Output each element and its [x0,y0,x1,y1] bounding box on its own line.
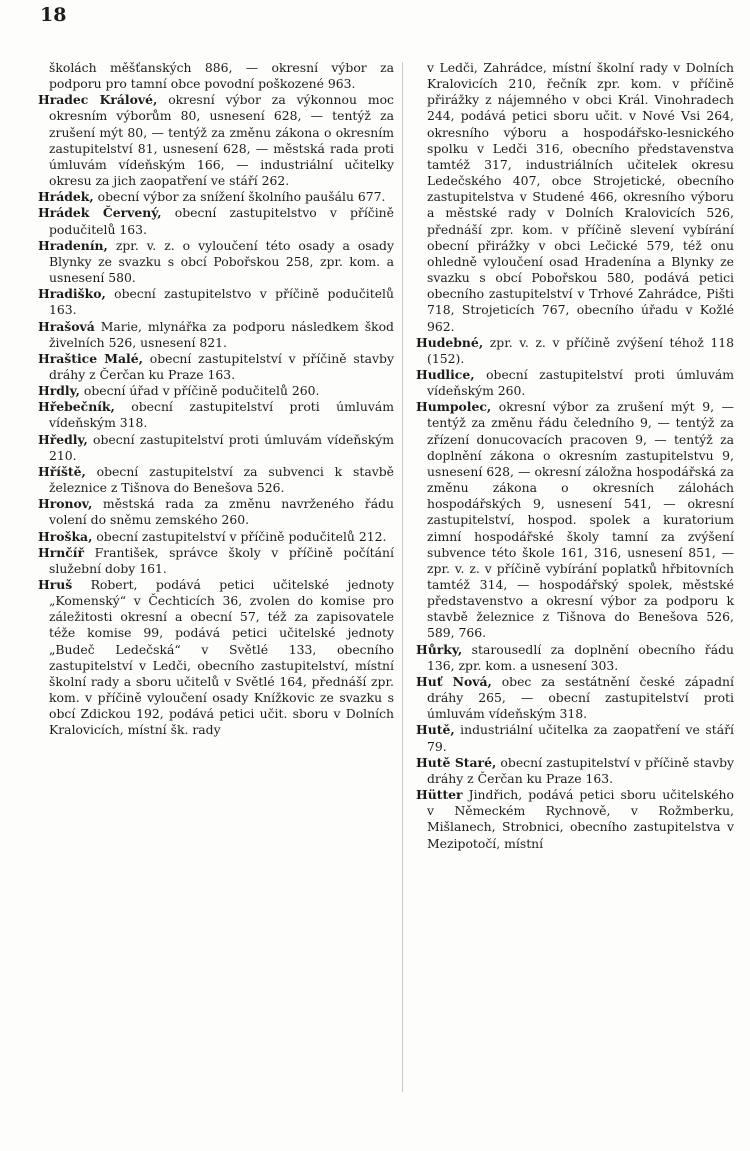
entry-text: v Ledči, Zahrádce, místní školní rady v Dolních Kralovicích 210, řečník zpr. kom. v příčině přirážky z nájemného v obci Král. Vinohradech 244, podává petici sboru učit. v Nové Vsi 264, okresního výboru a hospodářsko-lesnického spolku v Ledči 316, obecního představenstva tamtéž 317, industriálních učitelek okresu Ledečského 407, obce Strojetické, obecního zastupitelstva v Studené 466, okresního výboru a městské rady v Dolních Kralovicích 526, přednáší zpr. kom. v příčině slevení vybírání obecní přirážky v obci Lečické 579, též onu ohledně vyloučení osad Hradenína a Blynky ze svazku s obcí Pobořskou 580, podává petici obecního zastupitelství v Trhové Zahrádce, Pišti 718, Strojeticích 767, obecního úřadu v Kožlé 962. [427,60,734,334]
index-entry [38,432,394,464]
entry-text: obecní zastupitelství v příčině podučitelů 212. [92,528,387,544]
index-entry [38,319,394,351]
entry-text: městská rada za změnu navrženého řádu volení do sněmu zemského 260. [49,496,394,528]
entry-heading: Hudebné, [416,334,484,350]
entry-heading: Hruš [38,577,73,592]
index-entry [416,722,734,754]
entry-heading: Hraštice Malé, [38,350,143,366]
entry-heading: Hrašová [38,318,95,334]
index-entry [416,399,734,641]
entry-text: okresní výbor za zrušení mýt 9, — tentýž za změnu řádu čeledního 9, — tentýž za zřízení donucovacích pracoven 9, — tentýž za doplnění zákona o okresním zastupitelstvu 9, usnesení 628, — okresní záložna hospodářská za změnu zákona o okresních zálohách hospodářských 9, usnesení 541, — okresní zastupitelství, hospod. spolek a kuratorium zimní hospodářské školy tamní za zvýšení subvence této škole 161, 316, usnesení 851, — zpr. v. z. v příčině vybírání poplatků hřbitovních tamtéž 314, — hospodářský spolek, městské představenstvo a okresní výbor za podporu k stavbě železnice z Tišnova do Benešova 526, 589, 766. [427,399,734,641]
entry-heading: Hřebečník, [38,399,115,415]
entry-text: školách měšťanských 886, — okresní výbor za podporu pro tamní obce povodní poškozené 963. [49,60,394,92]
entry-text: obecní zastupitelství v příčině stavby dráhy z Čerčan ku Praze 163. [427,754,735,786]
left-column [38,60,394,739]
entry-heading: Hradiško, [38,286,106,302]
right-column [416,60,734,852]
entry-heading: Hrdly, [38,383,80,399]
entry-text: Jindřich, podává petici sboru učitelského v Německém Rychnově, v Rožmberku, Mišlanech, Strobnici, obecního zastupitelstva v Mezipotočí, místní [427,787,734,851]
entry-text: obecní zastupitelství proti úmluvám vídeňským 318. [49,399,394,431]
entry-heading: Hrádek, [38,189,94,205]
index-entry [416,335,734,367]
entry-text: obecní úřad v příčině podučitelů 260. [79,383,320,399]
index-entry [38,238,394,286]
entry-heading: Hroška, [38,528,93,544]
index-entry [38,529,394,545]
index-entry [38,205,394,237]
index-entry [416,367,734,399]
entry-text: obecní zastupitelstvo v příčině podučitelů 163. [49,205,394,237]
index-entry [38,464,394,496]
index-entry [38,351,394,383]
entry-text: obecní zastupitelství v příčině stavby dráhy z Čerčan ku Praze 163. [49,350,394,382]
index-entry [416,755,734,787]
index-entry [416,674,734,722]
entry-text: Robert, podává petici učitelské jednoty „Komenský“ v Čechticích 36, zvolen do komise pro záležitosti okresní a obecní 57, též za zapisovatele téže komise 99, podává petici učitelské jednoty „Budeč Ledečská“ v Světlé 133, obecního zastupitelství v Ledči, obecního zastupitelství, místní školní rady a sboru učitelů v Světlé 164, přednáší zpr. kom. v příčině vyloučení osady Knížkovic ze svazku s obcí Zdickou 192, podává petici učit. sboru v Dolních Kralovicích, místní šk. rady [49,577,394,738]
index-entry [38,189,394,205]
index-entry [38,286,394,318]
entry-text: obecní zastupitelství proti úmluvám vídeňským 210. [49,431,394,463]
entry-heading: Hutě Staré, [416,754,497,770]
entry-heading: Hůrky, [416,641,463,657]
entry-heading: Hudlice, [416,366,475,382]
index-entry [38,92,394,189]
index-entry [416,642,734,674]
index-entry [38,545,394,577]
index-entry [38,399,394,431]
index-entry [416,60,734,335]
entry-text: zpr. v. z. o vyloučení této osady a osady Blynky ze svazku s obcí Pobořskou 258, zpr. kom. a usnesení 580. [49,237,394,286]
entry-text: František, správce školy v příčině počítání služební doby 161. [49,544,394,576]
index-entry [38,383,394,399]
index-entry [38,60,394,92]
entry-heading: Hříště, [38,463,86,479]
column-divider [402,62,403,1092]
entry-text: obecní zastupitelství za subvenci k stavbě železnice z Tišnova do Benešova 526. [49,463,394,496]
index-entry [416,787,734,852]
entry-text: starousedlí za doplnění obecního řádu 136, zpr. kom. a usnesení 303. [427,641,734,673]
entry-text: zpr. v. z. v příčině zvýšení téhož 118 (152). [427,334,734,366]
entry-heading: Hutě, [416,722,455,738]
page-number: 18 [40,4,67,26]
entry-heading: Hütter [416,787,463,803]
entry-heading: Hrnčíř [38,544,85,560]
entry-text: okresní výbor za výkonnou moc okresním výborům 80, usnesení 628, — tentýž za zrušení mýt 80, — tentýž za změnu zákona o okresním zastupitelství 81, usnesení 628, — městská rada proti úmluvám vídeňským 166, — industriální učitelky okresu za jich zaopatření ve stáří 262. [49,92,394,189]
entry-heading: Hronov, [38,496,93,512]
entry-heading: Hradec Králové, [38,92,158,108]
entry-text: Marie, mlynářka za podporu následkem škod živelních 526, usnesení 821. [49,318,394,350]
entry-text: obecní zastupitelstvo v příčině podučitelů 163. [49,286,394,318]
entry-text: obecní výbor za snížení školního paušálu 677. [93,189,386,205]
entry-heading: Humpolec, [416,399,492,415]
entry-text: industriální učitelka za zaopatření ve stáří 79. [427,722,734,754]
entry-heading: Hrádek Červený, [38,205,162,221]
entry-heading: Hředly, [38,431,88,447]
entry-heading: Hradenín, [38,237,108,253]
index-entry [38,577,394,739]
index-entry [38,496,394,528]
entry-text: obecní zastupitelství proti úmluvám vídeňským 260. [427,366,734,399]
entry-heading: Huť Nová, [416,673,492,689]
entry-text: obec za sestátnění české západní dráhy 265, — obecní zastupitelství proti úmluvám vídeňským 318. [427,673,734,722]
